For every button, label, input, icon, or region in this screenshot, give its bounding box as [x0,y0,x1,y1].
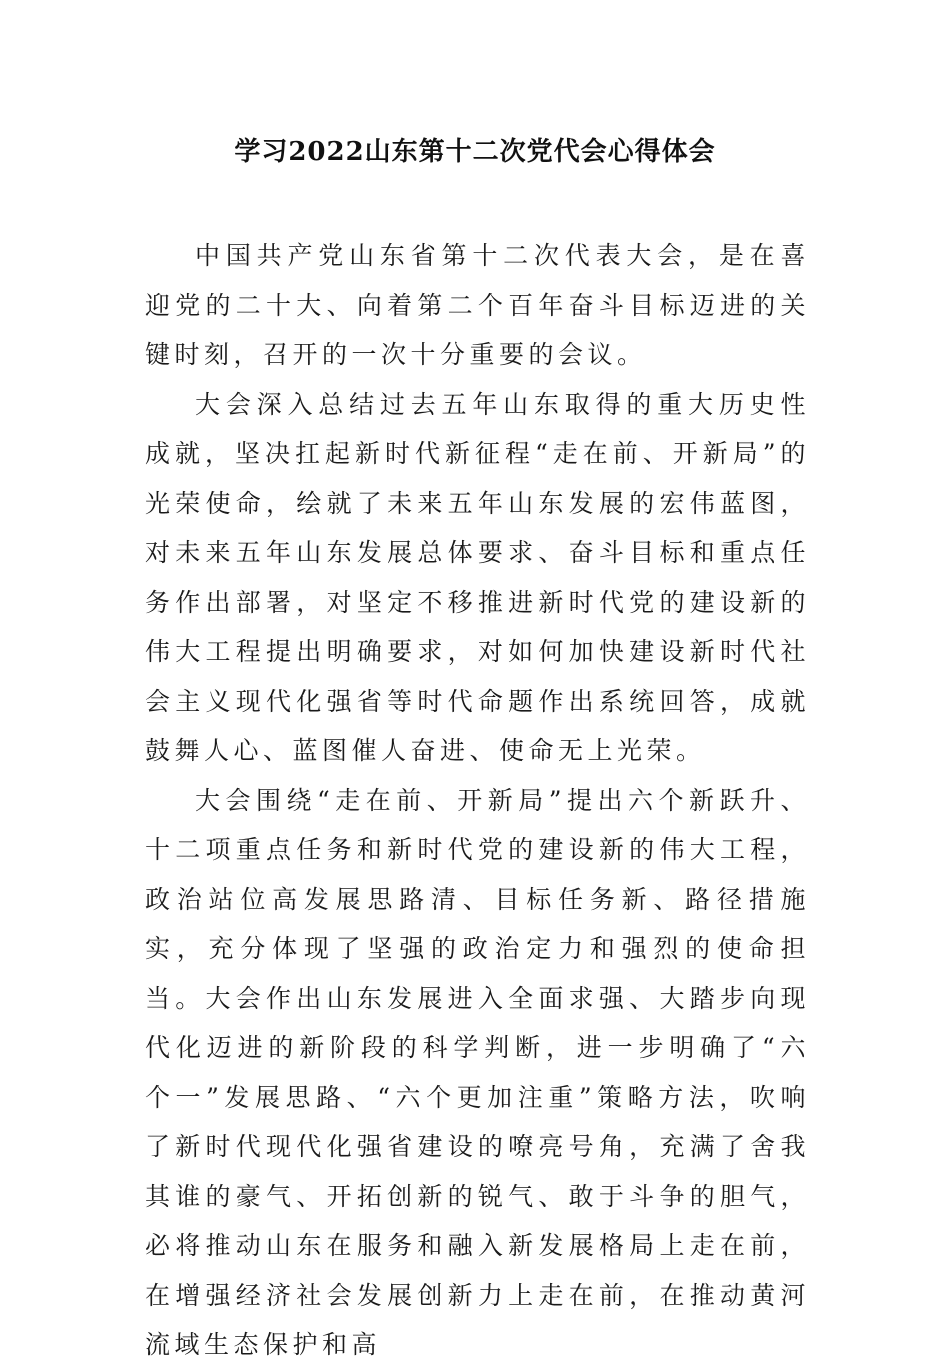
document-title: 学习2022山东第十二次党代会心得体会 [234,137,716,167]
paragraph-3: 大会围绕“走在前、开新局”提出六个新跃升、十二项重点任务和新时代党的建设新的伟大工程，政治站位高发展思路清、目标任务新、路径措施实，充分体现了坚强的政治定力和强烈的使命担当。大会作出山东发展进入全面求强、大踏步向现代化迈进的新阶段的科学判断，进一步明确了“六个一”发展思路、“六个更加注重”策略方法，吹响了新时代现代化强省建设的嘹亮号角，充满了舍我其谁的豪气、开拓创新的锐气、敢于斗争的胆气，必将推动山东在服务和融入新发展格局上走在前，在增强经济社会发展创新力上走在前，在推动黄河流域生态保护和高 [145,785,810,1359]
paragraph-1: 中国共产党山东省第十二次代表大会，是在喜迎党的二十大、向着第二个百年奋斗目标迈进的关键时刻，召开的一次十分重要的会议。 [145,241,810,369]
paragraph-2: 大会深入总结过去五年山东取得的重大历史性成就，坚决扛起新时代新征程“走在前、开新局”的光荣使命，绘就了未来五年山东发展的宏伟蓝图，对未来五年山东发展总体要求、奋斗目标和重点任务作出部署，对坚定不移推进新时代党的建设新的伟大工程提出明确要求，对如何加快建设新时代社会主义现代化强省等时代命题作出系统回答，成就鼓舞人心、蓝图催人奋进、使命无上光荣。 [145,389,810,765]
document-body [145,231,810,1370]
